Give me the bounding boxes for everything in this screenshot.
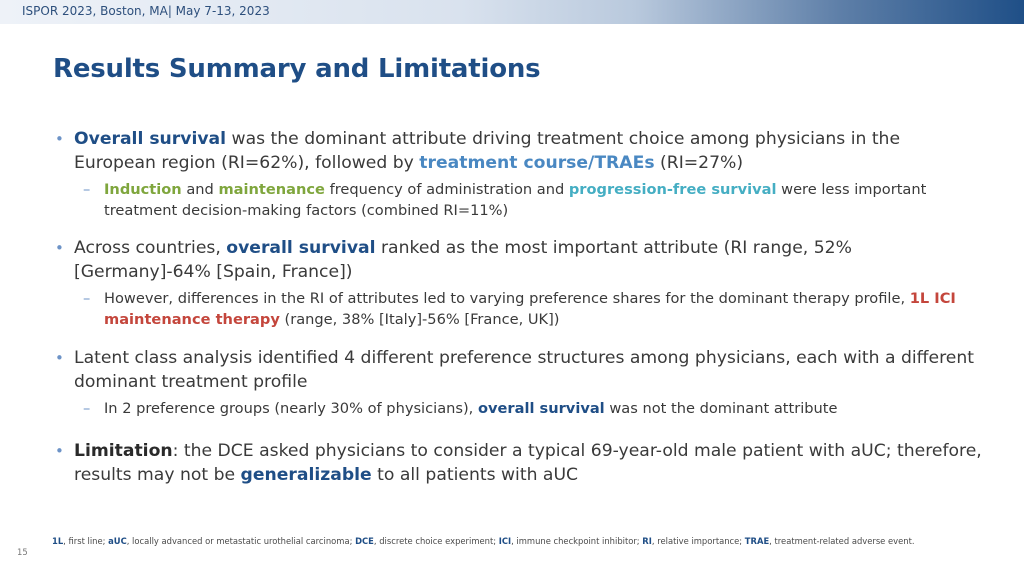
sub-bullet-preference-groups <box>52 398 982 419</box>
term-overall-survival: overall survival <box>477 400 605 417</box>
page-number: 15 <box>17 547 28 557</box>
term-generalizable: generalizable <box>240 464 372 485</box>
term-overall-survival: Overall survival <box>74 129 227 149</box>
conference-header-bar <box>0 0 1024 24</box>
bullet-text: to all patients with aUC <box>371 464 579 485</box>
bullet-icon: • <box>55 442 64 460</box>
bullet-text: : the DCE asked physicians to consider a typical 69-year-old male patient with aUC; therefore, results may not be <box>74 441 982 485</box>
abbr-definition: , first line; <box>63 536 109 546</box>
sub-bullet-induction <box>52 179 982 221</box>
abbr-definition: , treatment-related adverse event. <box>769 536 915 546</box>
bullet-icon: • <box>55 130 64 148</box>
bullet-across-countries <box>52 237 982 284</box>
term-progression-free-survival: progression-free survival <box>568 181 777 198</box>
abbr-term: 1L <box>52 536 64 546</box>
bullet-limitation <box>52 440 982 487</box>
term-treatment-course: treatment course/TRAEs <box>419 152 655 173</box>
sub-bullet-text: was not the dominant attribute <box>604 400 838 417</box>
sub-bullet-text: However, differences in the RI of attributes led to varying preference shares for the dominant therapy profile, <box>104 290 910 307</box>
term-limitation: Limitation <box>74 441 173 461</box>
bullet-icon: • <box>55 349 64 367</box>
abbr-term: DCE <box>355 536 374 546</box>
sub-bullet-text: (range, 38% [Italy]-56% [France, UK]) <box>279 311 560 328</box>
dash-icon: – <box>83 290 91 307</box>
bullet-icon: • <box>55 239 64 257</box>
abbr-definition: , discrete choice experiment; <box>373 536 499 546</box>
abbr-term: RI <box>642 536 652 546</box>
bullet-latent-class <box>52 347 982 394</box>
bullet-text: Across countries, <box>74 238 227 258</box>
term-overall-survival: overall survival <box>226 238 376 258</box>
bullet-text: Latent class analysis identified 4 different preference structures among physicians, each with a different dominant treatment profile <box>74 348 974 392</box>
abbr-term: TRAE <box>744 536 770 546</box>
abbr-definition: , relative importance; <box>651 536 745 546</box>
sub-bullet-preference-shares <box>52 288 982 330</box>
abbr-definition: , immune checkpoint inhibitor; <box>511 536 643 546</box>
abbr-definition: , locally advanced or metastatic urothelial carcinoma; <box>126 536 356 546</box>
sub-bullet-text: were less important treatment decision-making factors (combined RI=11%) <box>104 181 927 219</box>
term-maintenance: maintenance <box>218 181 325 198</box>
page-title: Results Summary and Limitations <box>53 54 541 84</box>
bullet-text: was the dominant attribute driving treatment choice among physicians in the European region (RI=62%), followed by <box>74 129 901 173</box>
dash-icon: – <box>83 181 91 198</box>
abbr-term: aUC <box>108 536 127 546</box>
bullet-text: ranked as the most important attribute (RI range, 52% [Germany]-64% [Spain, France]) <box>74 238 852 282</box>
sub-bullet-text: and <box>181 181 219 198</box>
slide-content <box>52 128 982 487</box>
conference-label: ISPOR 2023, Boston, MA| May 7-13, 2023 <box>22 4 270 18</box>
sub-bullet-text: In 2 preference groups (nearly 30% of physicians), <box>104 400 478 417</box>
term-induction: Induction <box>104 181 182 198</box>
sub-bullet-text: frequency of administration and <box>324 181 569 198</box>
bullet-text: (RI=27%) <box>654 152 744 173</box>
abbreviations-footnote <box>52 535 972 547</box>
dash-icon: – <box>83 400 91 417</box>
abbr-term: ICI <box>498 536 512 546</box>
bullet-overall-survival <box>52 128 982 175</box>
term-ici-maintenance: 1L ICI maintenance therapy <box>104 290 956 328</box>
